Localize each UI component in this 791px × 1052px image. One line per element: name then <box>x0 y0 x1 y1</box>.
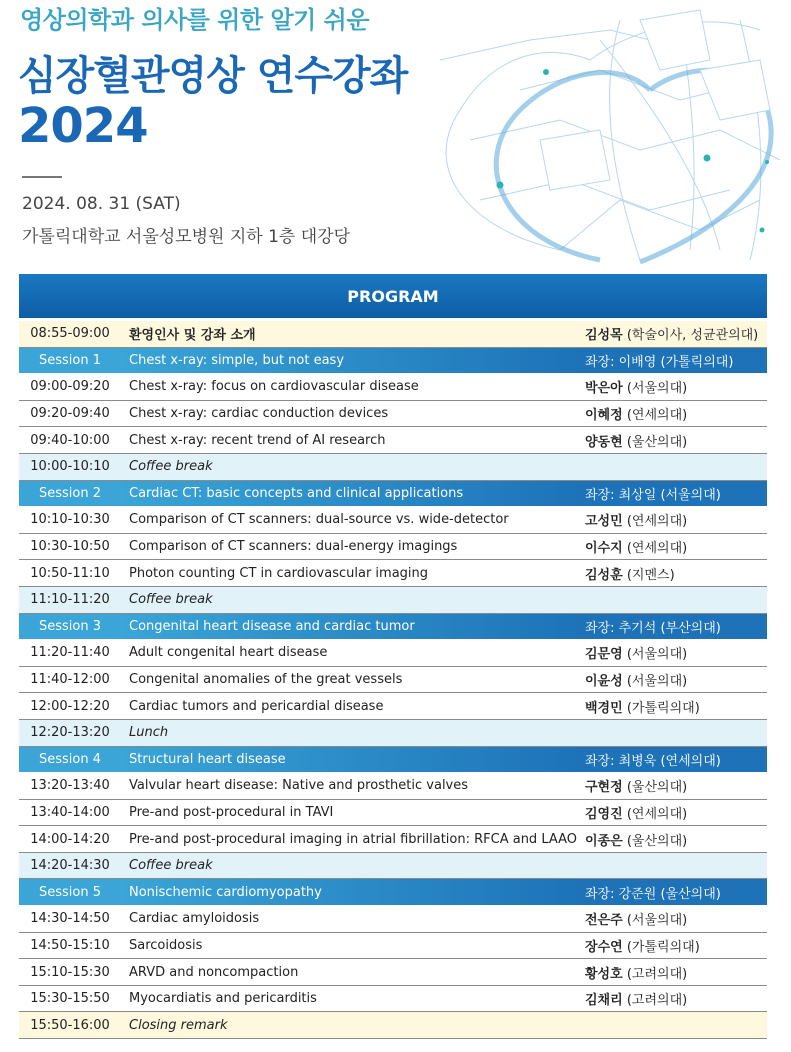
row-time: 12:20-13:20 <box>30 725 110 741</box>
row-topic: Photon counting CT in cardiovascular imaging <box>129 565 429 581</box>
row-topic: Cardiac tumors and pericardial disease <box>129 698 384 714</box>
speaker-affiliation: (울산의대) <box>626 780 688 796</box>
row-topic: Chest x-ray: simple, but not easy <box>121 348 585 374</box>
session-row <box>19 481 767 508</box>
row-time: 14:20-14:30 <box>30 858 110 874</box>
row-time: 11:20-11:40 <box>30 645 110 661</box>
row-time: Session 4 <box>19 747 121 773</box>
speaker-affiliation: (고려의대) <box>626 993 688 1009</box>
row-topic: Sarcoidosis <box>129 937 203 953</box>
program-header <box>19 274 767 318</box>
row-speaker <box>585 510 767 529</box>
row-topic: ARVD and noncompaction <box>129 964 299 980</box>
row-time: 14:00-14:20 <box>30 831 110 847</box>
table-row <box>19 986 767 1013</box>
speaker-name: 김성훈 <box>585 567 623 583</box>
row-topic: Coffee break <box>129 858 213 874</box>
closing-row <box>19 1012 767 1039</box>
row-time: 13:20-13:40 <box>30 778 110 794</box>
row-topic: Coffee break <box>129 459 213 475</box>
speaker-affiliation: (학술이사, 성균관의대) <box>626 328 759 344</box>
table-row <box>19 773 767 800</box>
program-title: PROGRAM <box>347 286 439 306</box>
speaker-name: 양동현 <box>585 434 623 450</box>
row-topic: Lunch <box>129 725 169 741</box>
row-speaker <box>585 481 767 507</box>
row-time: 10:10-10:30 <box>30 512 110 528</box>
speaker-affiliation: (가톨릭의대) <box>626 939 700 955</box>
divider <box>22 176 62 178</box>
row-time: 08:55-09:00 <box>30 326 110 342</box>
row-speaker <box>585 963 767 982</box>
speaker-affiliation: (지멘스) <box>626 567 675 583</box>
row-speaker <box>585 377 767 396</box>
speaker-name: 황성호 <box>585 966 623 982</box>
table-row <box>19 906 767 933</box>
row-time: 10:00-10:10 <box>30 459 110 475</box>
row-speaker <box>585 324 767 343</box>
table-row <box>19 826 767 853</box>
table-row <box>19 933 767 960</box>
speaker-affiliation: (연세의대) <box>626 541 688 557</box>
row-speaker <box>585 776 767 795</box>
speaker-name: 김문영 <box>585 647 623 663</box>
row-topic: 환영인사 및 강좌 소개 <box>129 328 256 344</box>
row-topic: Cardiac CT: basic concepts and clinical applications <box>121 481 585 507</box>
row-time: 15:10-15:30 <box>30 964 110 980</box>
break-row <box>19 454 767 481</box>
table-row <box>19 321 767 348</box>
speaker-name: 구현정 <box>585 780 623 796</box>
row-speaker <box>585 909 767 928</box>
speaker-name: 이수지 <box>585 541 623 557</box>
row-speaker <box>585 803 767 822</box>
row-speaker <box>585 348 767 374</box>
speaker-affiliation: (가톨릭의대) <box>660 354 734 370</box>
speaker-name: 전은주 <box>585 913 623 929</box>
speaker-affiliation: (연세의대) <box>626 514 688 530</box>
speaker-affiliation: (연세의대) <box>626 806 688 822</box>
row-time: 10:50-11:10 <box>30 565 110 581</box>
row-topic: Myocardiatis and pericarditis <box>129 991 317 1007</box>
row-time: 11:40-12:00 <box>30 672 110 688</box>
program-table <box>19 321 767 1039</box>
row-speaker <box>585 989 767 1008</box>
row-time: Session 1 <box>19 348 121 374</box>
row-speaker <box>585 643 767 662</box>
row-time: 09:00-09:20 <box>30 379 110 395</box>
speaker-affiliation: (서울의대) <box>626 913 688 929</box>
row-topic: Congenital anomalies of the great vessels <box>129 672 403 688</box>
speaker-affiliation: (부산의대) <box>660 620 721 636</box>
row-speaker <box>585 879 767 905</box>
row-topic: Comparison of CT scanners: dual-energy imagings <box>129 539 458 555</box>
row-speaker <box>585 614 767 640</box>
speaker-name: 이종은 <box>585 833 623 849</box>
break-row <box>19 720 767 747</box>
table-row <box>19 374 767 401</box>
row-speaker <box>585 936 767 955</box>
row-topic: Congenital heart disease and cardiac tumor <box>121 614 585 640</box>
table-row <box>19 693 767 720</box>
speaker-name: 이혜정 <box>585 408 623 424</box>
speaker-name: 김채리 <box>585 993 623 1009</box>
table-row <box>19 534 767 561</box>
speaker-name: 장수연 <box>585 939 623 955</box>
row-speaker <box>585 564 767 583</box>
speaker-affiliation: (연세의대) <box>660 753 721 769</box>
speaker-affiliation: (울산의대) <box>626 434 688 450</box>
row-time: 13:40-14:00 <box>30 804 110 820</box>
row-topic: Structural heart disease <box>121 747 585 773</box>
event-venue: 가톨릭대학교 서울성모병원 지하 1층 대강당 <box>22 227 351 247</box>
speaker-name: 좌장: 추기석 <box>585 620 657 636</box>
speaker-affiliation: (고려의대) <box>626 966 688 982</box>
row-topic: Chest x-ray: recent trend of AI research <box>129 432 386 448</box>
speaker-affiliation: (울산의대) <box>626 833 688 849</box>
session-row <box>19 879 767 906</box>
table-row <box>19 667 767 694</box>
row-topic: Pre-and post-procedural in TAVI <box>129 804 334 820</box>
speaker-affiliation: (서울의대) <box>626 647 688 663</box>
speaker-name: 박은아 <box>585 381 623 397</box>
break-row <box>19 587 767 614</box>
row-topic: Valvular heart disease: Native and prosthetic valves <box>129 778 469 794</box>
row-topic: Chest x-ray: cardiac conduction devices <box>129 406 389 422</box>
row-topic: Chest x-ray: focus on cardiovascular disease <box>129 379 419 395</box>
speaker-affiliation: (서울의대) <box>626 381 688 397</box>
row-time: 14:50-15:10 <box>30 937 110 953</box>
course-year: 2024 <box>18 98 148 154</box>
row-speaker <box>585 747 767 773</box>
row-time: Session 5 <box>19 879 121 905</box>
table-row <box>19 401 767 428</box>
table-row <box>19 640 767 667</box>
table-row <box>19 800 767 827</box>
session-row <box>19 348 767 375</box>
speaker-name: 이윤성 <box>585 674 623 690</box>
row-time: Session 2 <box>19 481 121 507</box>
speaker-affiliation: (연세의대) <box>626 408 688 424</box>
speaker-name: 좌장: 최상일 <box>585 487 657 503</box>
speaker-name: 고성민 <box>585 514 623 530</box>
break-row <box>19 853 767 880</box>
speaker-name: 김성목 <box>585 328 623 344</box>
row-time: 09:20-09:40 <box>30 406 110 422</box>
row-time: 14:30-14:50 <box>30 911 110 927</box>
row-time: 15:30-15:50 <box>30 991 110 1007</box>
course-title: 심장혈관영상 연수강좌 <box>18 53 408 99</box>
row-time: 11:10-11:20 <box>30 592 110 608</box>
session-row <box>19 614 767 641</box>
row-speaker <box>585 670 767 689</box>
table-row <box>19 959 767 986</box>
session-row <box>19 747 767 774</box>
row-topic: Closing remark <box>129 1017 228 1033</box>
course-subtitle: 영상의학과 의사를 위한 알기 쉬운 <box>20 6 369 34</box>
row-speaker <box>585 404 767 423</box>
table-row <box>19 427 767 454</box>
row-topic: Cardiac amyloidosis <box>129 911 260 927</box>
row-topic: Pre-and post-procedural imaging in atrial fibrillation: RFCA and LAAO <box>129 831 578 847</box>
row-time: Session 3 <box>19 614 121 640</box>
speaker-name: 좌장: 최병욱 <box>585 753 657 769</box>
row-speaker <box>585 697 767 716</box>
row-topic: Coffee break <box>129 592 213 608</box>
table-row <box>19 507 767 534</box>
speaker-affiliation: (서울의대) <box>626 674 688 690</box>
row-topic: Comparison of CT scanners: dual-source vs. wide-detector <box>129 512 509 528</box>
speaker-name: 좌장: 강준원 <box>585 886 657 902</box>
row-topic: Nonischemic cardiomyopathy <box>121 879 585 905</box>
speaker-name: 김영진 <box>585 806 623 822</box>
row-speaker <box>585 537 767 556</box>
speaker-name: 좌장: 이배영 <box>585 354 657 370</box>
row-speaker <box>585 830 767 849</box>
speaker-affiliation: (울산의대) <box>660 886 721 902</box>
row-time: 12:00-12:20 <box>30 698 110 714</box>
row-time: 10:30-10:50 <box>30 539 110 555</box>
speaker-affiliation: (서울의대) <box>660 487 721 503</box>
table-row <box>19 560 767 587</box>
speaker-name: 백경민 <box>585 700 623 716</box>
row-time: 09:40-10:00 <box>30 432 110 448</box>
row-topic: Adult congenital heart disease <box>129 645 328 661</box>
speaker-affiliation: (가톨릭의대) <box>626 700 700 716</box>
row-speaker <box>585 431 767 450</box>
event-date: 2024. 08. 31 (SAT) <box>22 194 181 214</box>
row-time: 15:50-16:00 <box>30 1017 110 1033</box>
